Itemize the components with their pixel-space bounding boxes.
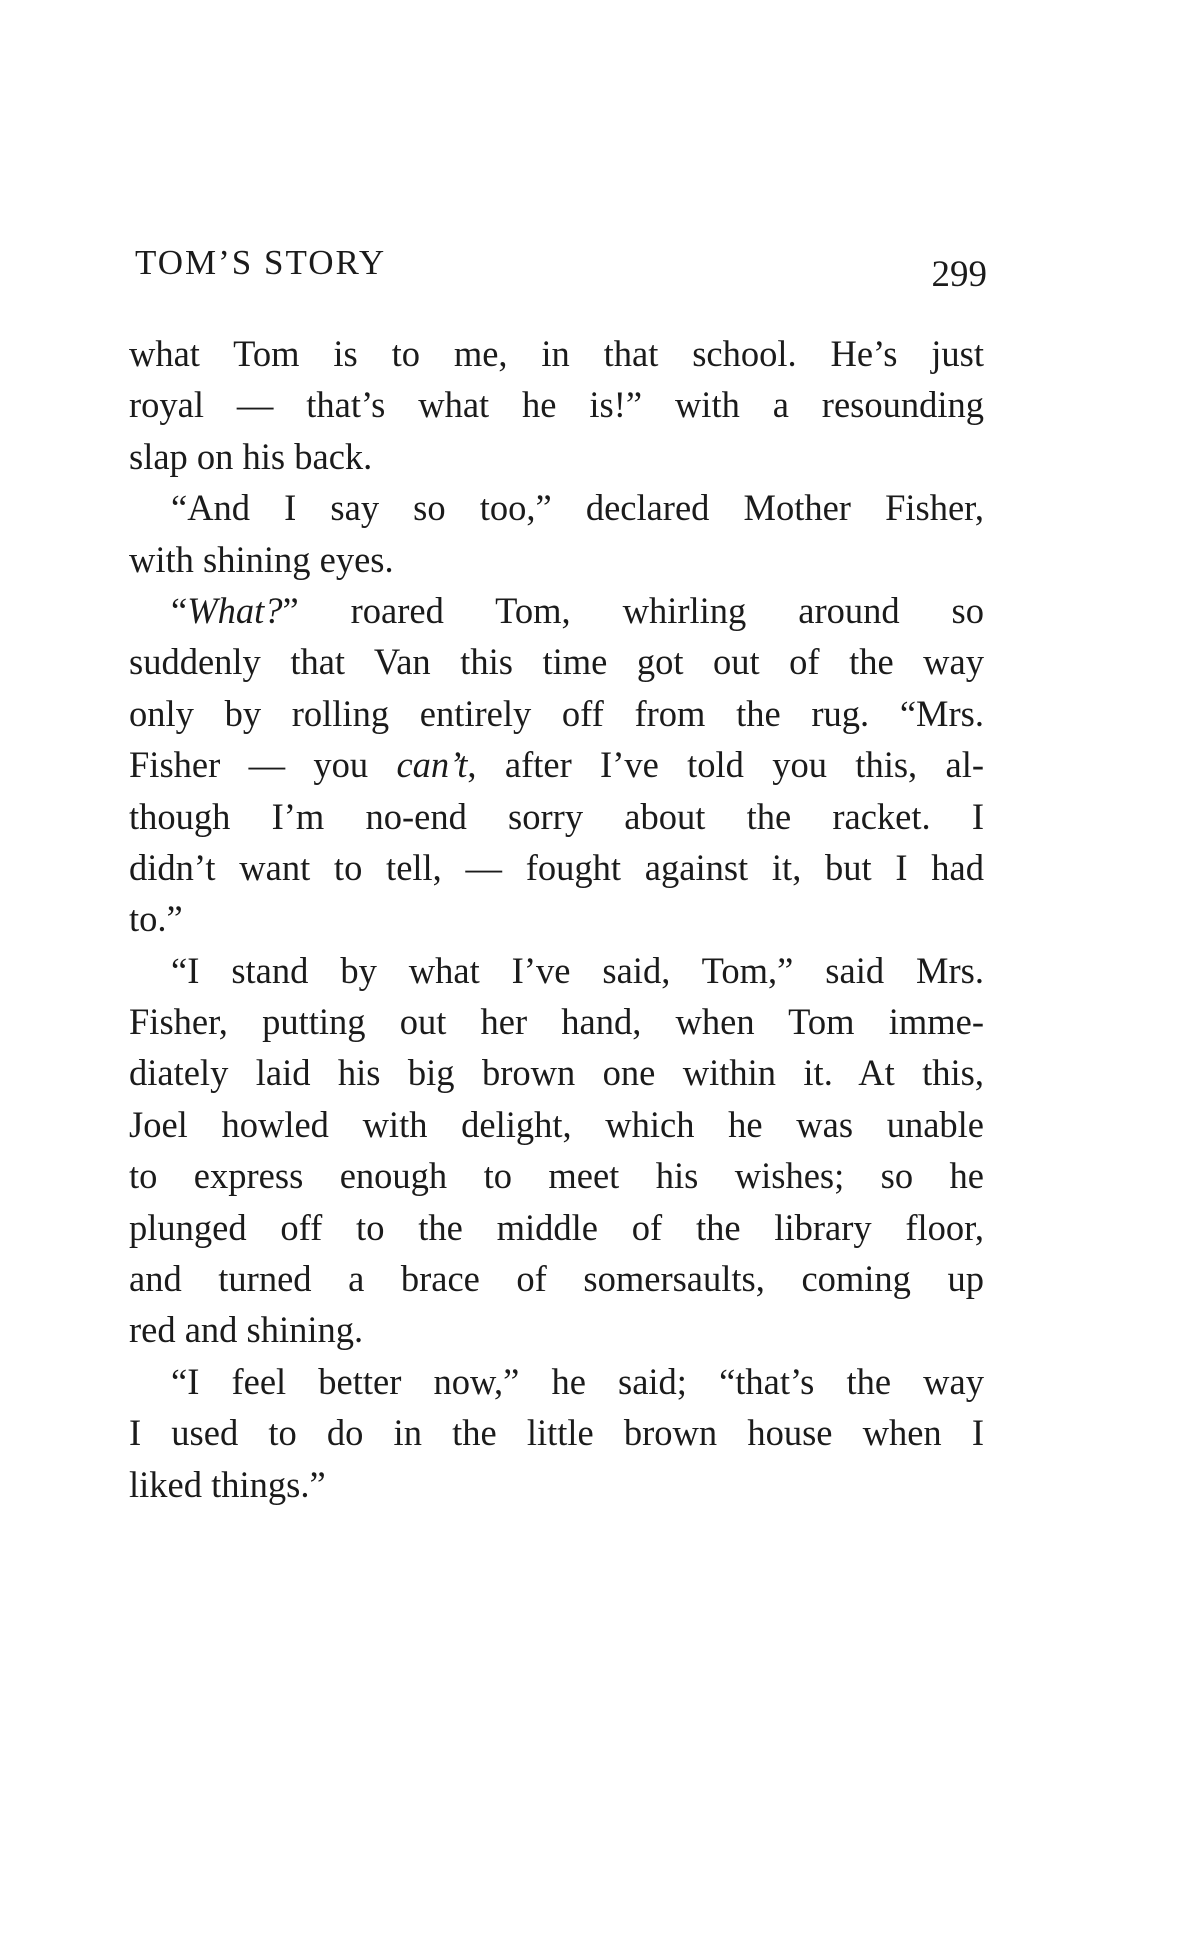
text-line: to express enough to meet his wishes; so he — [129, 1155, 984, 1197]
line-segment: Fisher — you — [129, 744, 397, 786]
text-line: red and shining. — [129, 1309, 364, 1351]
text-line — [129, 585, 984, 636]
text-line: Joel howled with delight, which he was unable — [129, 1103, 984, 1145]
running-header — [135, 238, 987, 295]
running-title: TOM’S STORY — [135, 243, 387, 282]
text-line — [129, 739, 984, 790]
text-line: only by rolling entirely off from the rug. “Mrs. — [129, 692, 984, 734]
text-line: and turned a brace of somersaults, coming up — [129, 1258, 984, 1300]
text-line: “And I say so too,” declared Mother Fisher, — [171, 487, 984, 529]
text-line: liked things.” — [129, 1463, 326, 1505]
text-line: with shining eyes. — [129, 538, 394, 580]
text-line: what Tom is to me, in that school. He’s just — [129, 333, 984, 374]
text-line: to.” — [129, 898, 183, 940]
text-line: “I feel better now,” he said; “that’s the way — [171, 1360, 984, 1402]
text-line: Fisher, putting out her hand, when Tom imme- — [129, 1001, 984, 1043]
body-text — [129, 328, 984, 1510]
text-line: suddenly that Van this time got out of the way — [129, 641, 984, 683]
line-segment: , after I’ve told you this, al- — [467, 744, 984, 786]
text-line: though I’m no-end sorry about the racket. I — [129, 795, 984, 837]
text-line: slap on his back. — [129, 435, 373, 477]
text-line: “I stand by what I’ve said, Tom,” said Mrs. — [171, 949, 984, 991]
italic-word: What? — [187, 589, 283, 631]
page-number: 299 — [931, 254, 987, 295]
italic-word: can’t — [396, 744, 468, 786]
line-segment: “ — [171, 589, 188, 631]
text-line: royal — that’s what he is!” with a resounding — [129, 384, 984, 426]
text-line: diately laid his big brown one within it. At this, — [129, 1052, 984, 1094]
text-line: plunged off to the middle of the library floor, — [129, 1206, 984, 1248]
text-line: I used to do in the little brown house when I — [129, 1412, 984, 1454]
text-line: didn’t want to tell, — fought against it, but I had — [129, 846, 984, 888]
line-segment: ” roared Tom, whirling around so — [282, 589, 984, 631]
